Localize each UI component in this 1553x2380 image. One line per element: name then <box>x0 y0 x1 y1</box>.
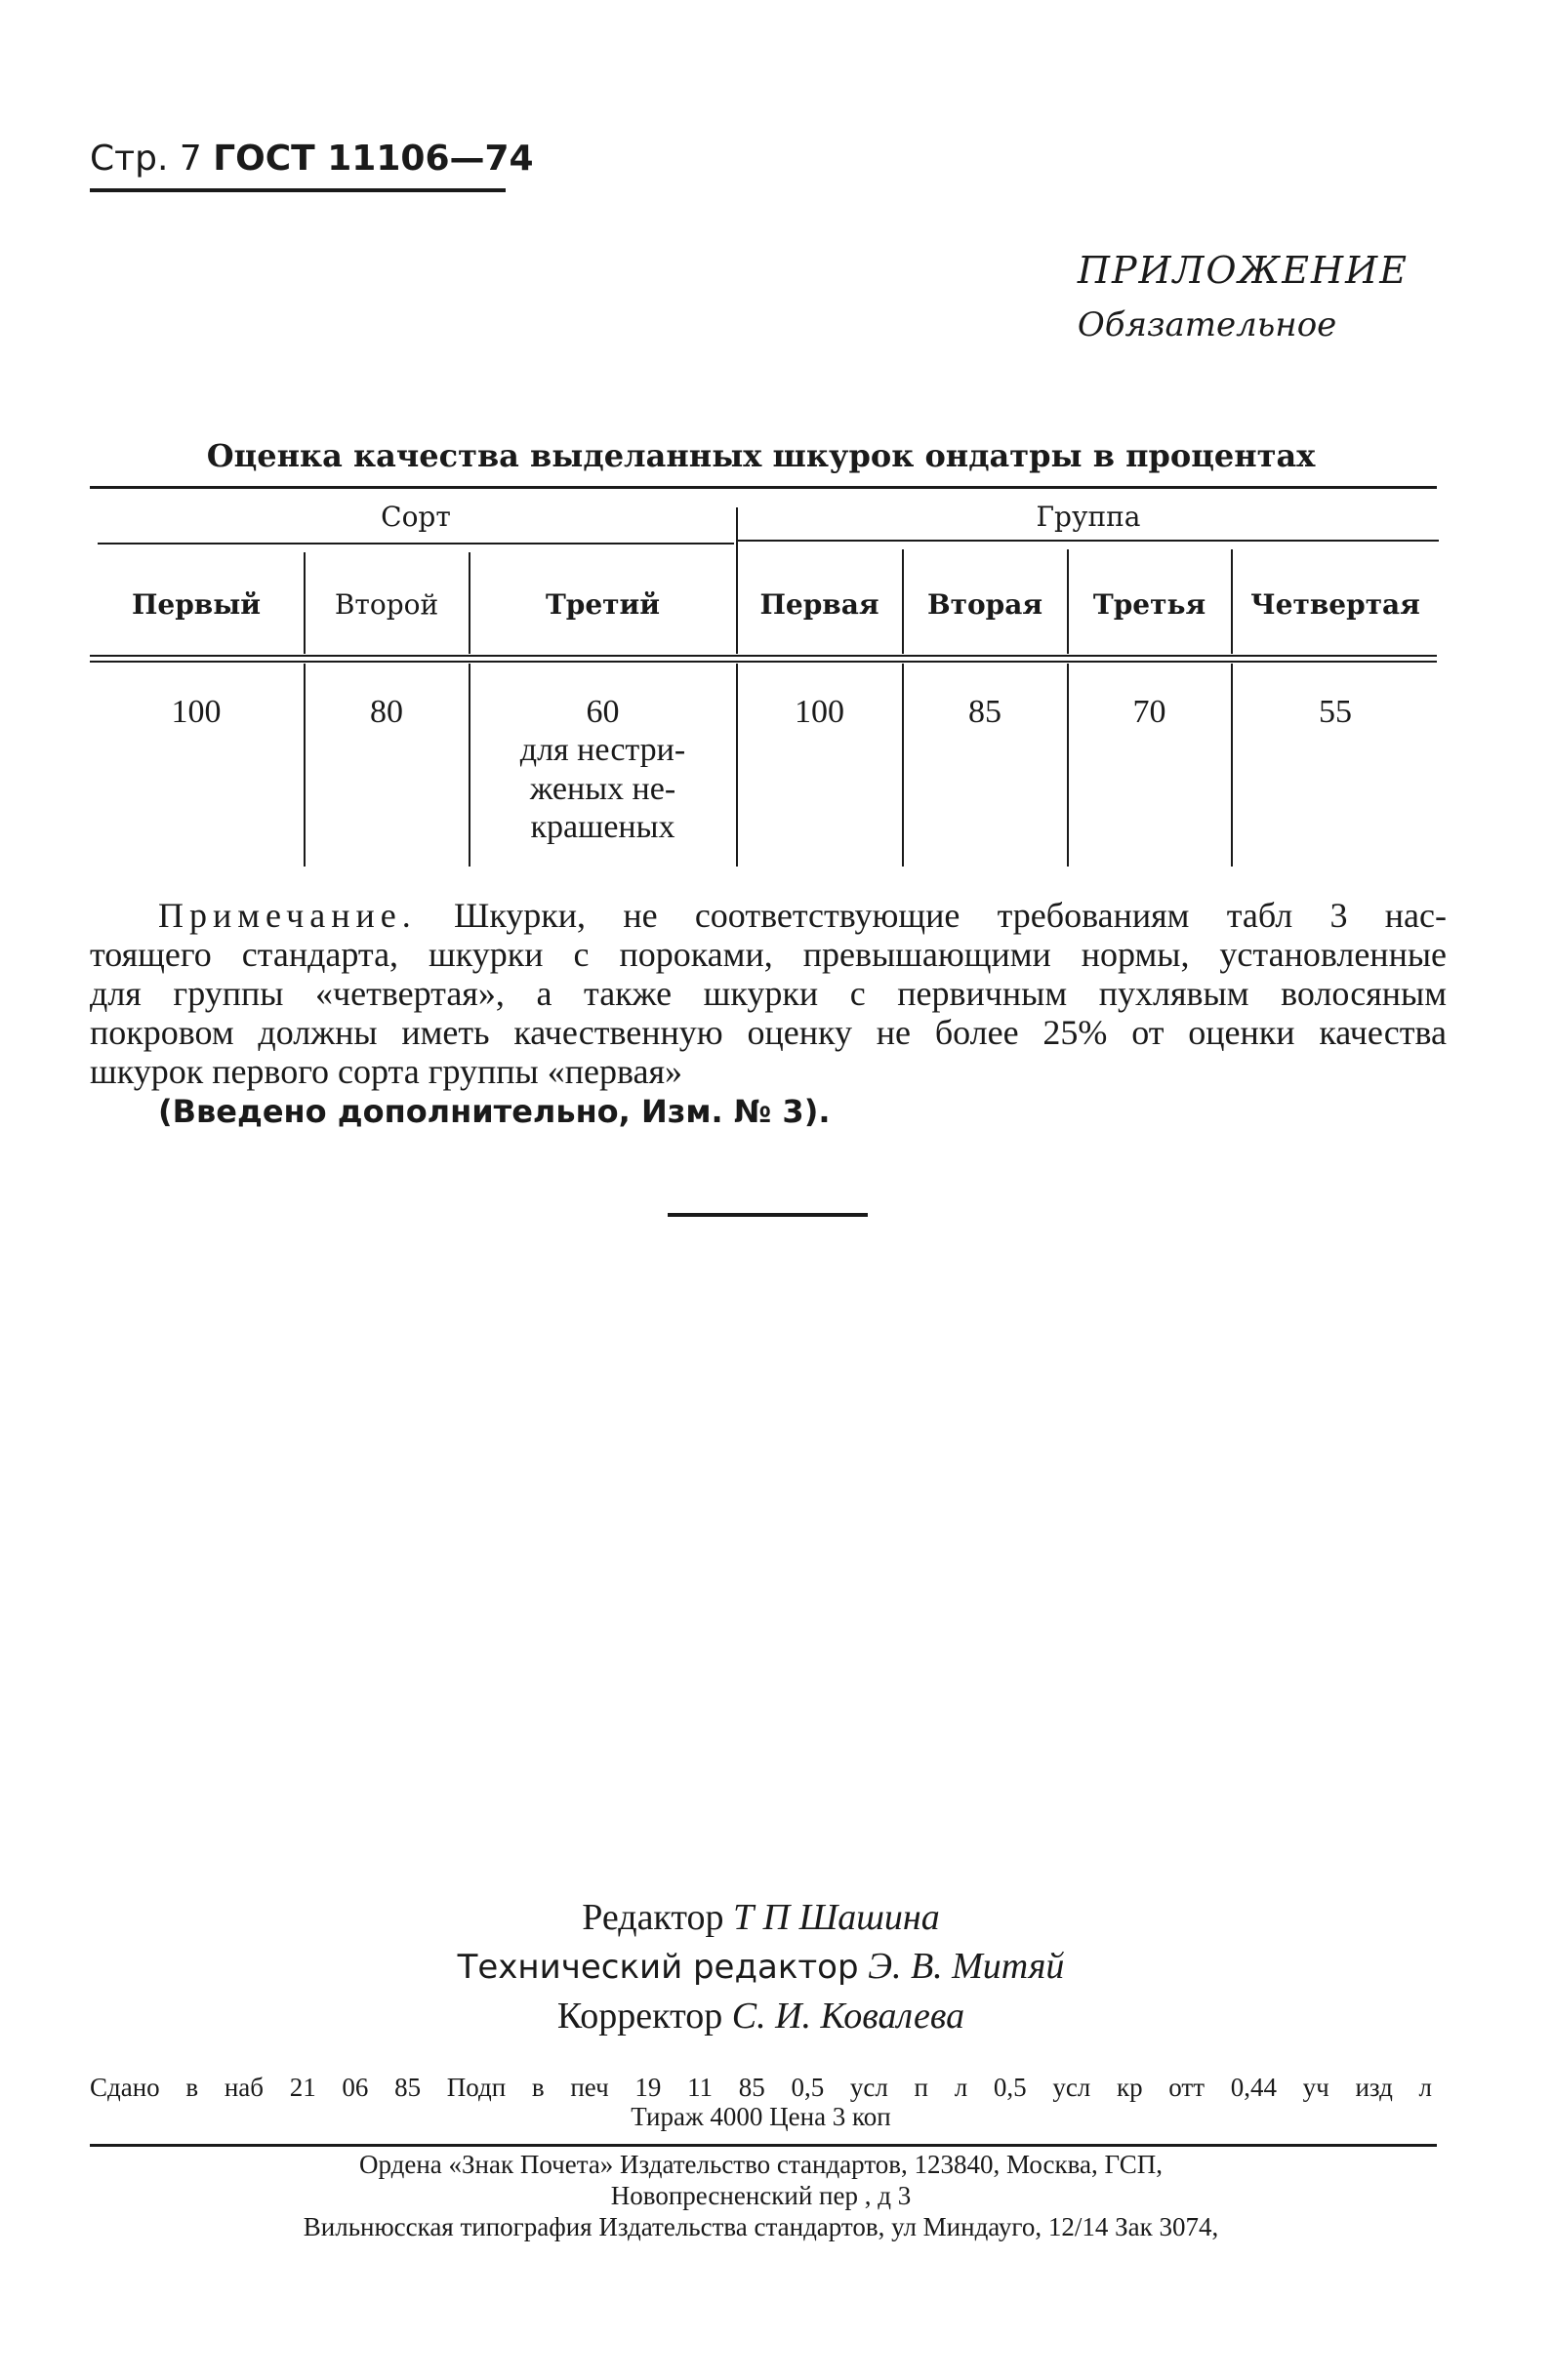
print-info-line-1: Сдано в наб 21 06 85 Подп в печ 19 11 85 0,5 усл п л 0,5 усл кр отт 0,44 уч изд л <box>90 2073 1432 2102</box>
col-header-first-sort: Первый <box>131 588 262 621</box>
editor-line <box>90 1893 1432 1942</box>
value-first-group: 100 <box>795 694 844 730</box>
annex-title: ПРИЛОЖЕНИЕ <box>1077 249 1409 292</box>
value-first-sort: 100 <box>171 694 222 730</box>
tech-editor-line <box>90 1942 1432 1992</box>
tech-editor-label: Технический редактор <box>457 1948 859 1987</box>
page-number: Стр. 7 <box>90 139 202 179</box>
annex-label <box>1078 249 1409 344</box>
value-fourth-group: 55 <box>1319 694 1352 730</box>
corrector-line <box>90 1992 1432 2040</box>
footer-line-1: Ордена «Знак Почета» Издательство стандартов, 123840, Москва, ГСП, <box>358 2150 1164 2179</box>
annex-status: Обязательное <box>1077 304 1337 344</box>
col-header-third-group: Третья <box>1092 588 1206 621</box>
col-header-second-group: Вторая <box>926 588 1043 621</box>
note-line-1: Шкурки, не соответствующие требованиям табл 3 нас- <box>454 896 1447 935</box>
print-info-line-2: Тираж 4000 Цена 3 коп <box>631 2102 891 2131</box>
footer-line-3: Вильнюсская типография Издательства стандартов, ул Миндауго, 12/14 Зак 3074, <box>303 2212 1219 2241</box>
col-header-fourth-group: Четвертая <box>1250 588 1420 621</box>
note-line-4: покровом должны иметь качественную оценку не более 25% от оценки качества <box>90 1013 1447 1052</box>
header-rule <box>90 188 506 192</box>
credits <box>90 1893 1432 2040</box>
value-second-sort: 80 <box>370 694 403 730</box>
note-line-2: тоящего стандарта, шкурки с пороками, превышающими нормы, установленные <box>90 935 1447 974</box>
table-title: Оценка качества выделанных шкурок ондатры в процентах <box>206 437 1316 474</box>
group-rule-sort <box>98 543 734 545</box>
corrector-label: Корректор <box>556 1996 723 2037</box>
editor-label: Редактор <box>582 1897 724 1938</box>
value-third-group: 70 <box>1132 694 1166 730</box>
header-bottom-rule-2 <box>90 661 1437 663</box>
corrector-name: С. И. Ковалева <box>731 1996 965 2037</box>
tech-editor-name: Э. В. Митяй <box>868 1946 1065 1987</box>
value-third-sort-cell <box>470 693 735 847</box>
note-label: Примечание. <box>158 896 417 935</box>
footer-line-2: Новопресненский пер , д 3 <box>610 2181 912 2210</box>
third-sort-note-1: для нестри- <box>519 732 686 769</box>
footer-rule <box>90 2144 1437 2147</box>
editor-name: Т П Шашина <box>733 1897 940 1938</box>
standard-number: ГОСТ 11106—74 <box>213 139 534 179</box>
note-line-3: для группы «четвертая», а также шкурки с первичным пухлявым волосяным <box>90 974 1447 1013</box>
section-separator <box>668 1213 868 1217</box>
header-bottom-rule-1 <box>90 655 1437 657</box>
print-info <box>90 2073 1432 2131</box>
page-header <box>90 139 534 179</box>
note-amendment: (Введено дополнительно, Изм. № 3). <box>158 1093 831 1130</box>
table-top-rule <box>90 486 1437 489</box>
table-note-body <box>90 935 1447 1131</box>
value-second-group: 85 <box>968 694 1001 730</box>
col-header-third-sort: Третий <box>545 588 661 621</box>
group-rule-group <box>738 540 1439 542</box>
note-line-5: шкурок первого сорта группы «первая» <box>90 1052 683 1091</box>
col-header-second-sort: Второй <box>334 588 439 621</box>
table-note <box>158 896 1447 935</box>
col-header-first-group: Первая <box>759 588 879 621</box>
group-header-sort: Сорт <box>381 501 451 533</box>
third-sort-note-2: женых не- <box>529 770 676 807</box>
third-sort-note-3: крашеных <box>530 809 675 846</box>
group-header-group: Группа <box>1036 501 1141 533</box>
publisher-footer <box>90 2149 1432 2242</box>
value-third-sort: 60 <box>586 694 620 730</box>
